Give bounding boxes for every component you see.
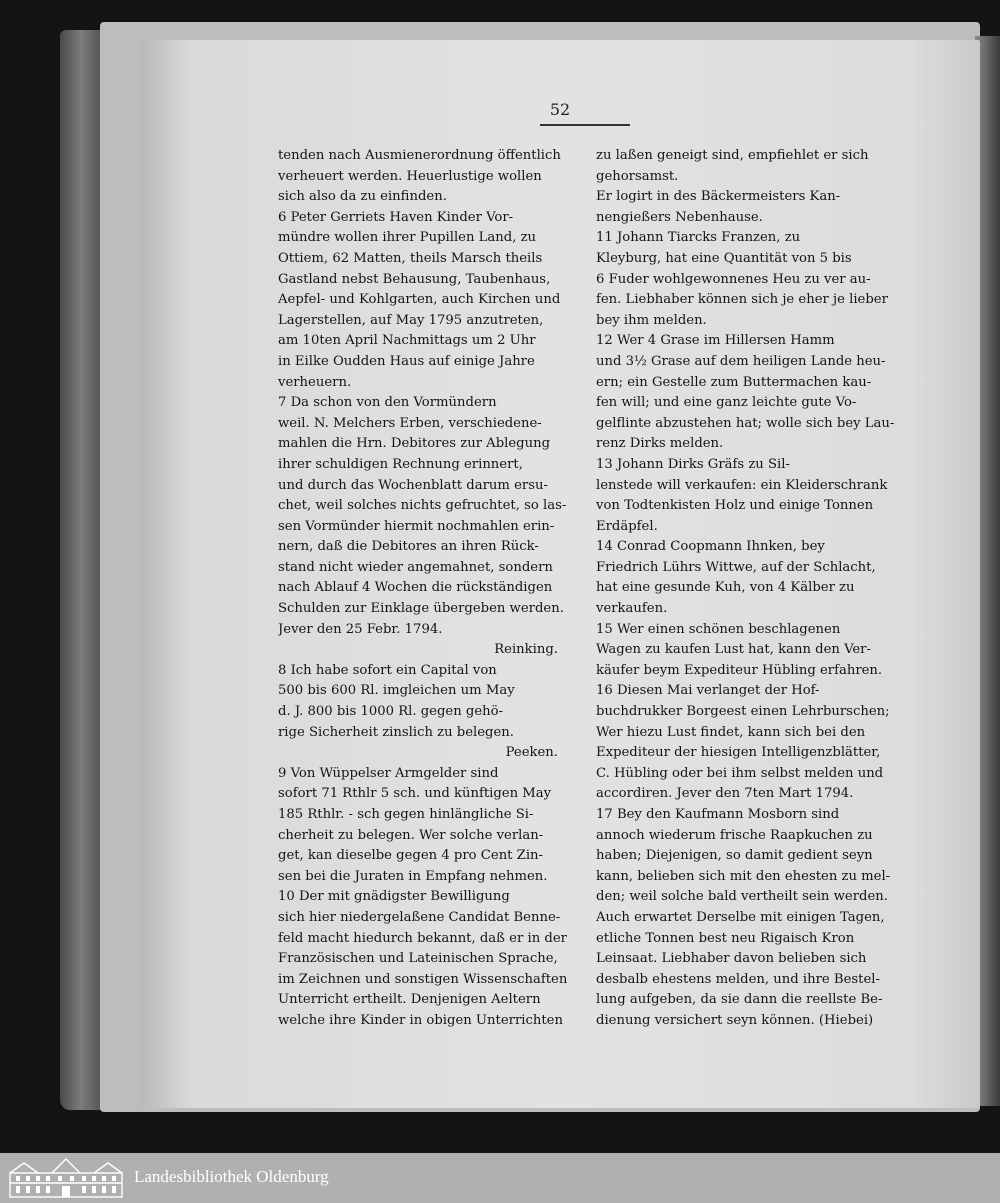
text-line: nach Ablauf 4 Wochen die rückständigen [278,580,553,596]
page-number: 52 [549,100,571,119]
text-line: Ottiem, 62 Matten, theils Marsch theils [278,250,543,266]
text-line: Er logirt in des Bäckermeisters Kan- [596,189,841,205]
text-line: Friedrich Lührs Wittwe, auf der Schlacht, [596,559,876,575]
text-line: sen bei die Juraten in Empfang nehmen. [278,868,548,884]
text-line: verheuern. [278,374,352,390]
text-line: verheuert werden. Heuerlustige wollen [278,168,542,184]
text-line: Gastland nebst Behausung, Taubenhaus, [278,271,551,287]
text-line: käufer beym Expediteur Hübling erfahren. [596,662,883,678]
footer-bar [0,1153,1000,1203]
text-line: annoch wiederum frische Raapkuchen zu [596,827,873,843]
text-line: Wagen zu kaufen Lust hat, kann den Ver- [596,642,871,658]
text-line: 6 Fuder wohlgewonnenes Heu zu ver au- [596,271,871,287]
text-line: bey ihm melden. [596,312,707,328]
text-line: in Eilke Oudden Haus auf einige Jahre [278,353,535,369]
text-line: fen. Liebhaber können sich je eher je lieber [596,292,888,308]
text-line: und durch das Wochenblatt darum ersu- [278,477,548,493]
text-line: 13 Johann Dirks Gräfs zu Sil- [596,456,790,472]
text-line: sich also da zu einfinden. [278,189,447,205]
text-line: hat eine gesunde Kuh, von 4 Kälber zu [596,580,855,596]
text-line: 11 Johann Tiarcks Franzen, zu [596,230,801,246]
text-line: Expediteur der hiesigen Intelligenzblätter, [596,745,881,761]
text-line: ihrer schuldigen Rechnung erinnert, [278,456,523,472]
text-line: 15 Wer einen schönen beschlagenen [596,621,841,637]
text-line: Aepfel- und Kohlgarten, auch Kirchen und [278,292,561,308]
text-line: weil. N. Melchers Erben, verschiedene- [278,415,542,431]
text-line: sich hier niedergelaßene Candidat Benne- [278,909,561,925]
text-line: nern, daß die Debitores an ihren Rück- [278,539,539,555]
text-line: 8 Ich habe sofort ein Capital von [278,662,497,678]
text-line: 14 Conrad Coopmann Ihnken, bey [596,539,825,555]
text-line: rige Sicherheit zinslich zu belegen. [278,724,514,740]
scanned-page [140,40,980,1108]
text-line: Lagerstellen, auf May 1795 anzutreten, [278,312,544,328]
text-line: Erdäpfel. [596,518,658,534]
text-line: zu laßen geneigt sind, empfiehlet er sich [596,148,869,163]
text-line: gehorsamst. [596,168,679,184]
text-line: 10 Der mit gnädigster Bewilligung [278,889,510,905]
text-line: am 10ten April Nachmittags um 2 Uhr [278,333,536,349]
text-line: Jever den 25 Febr. 1794. [278,621,443,637]
text-line: Kleyburg, hat eine Quantität von 5 bis [596,250,852,266]
text-line: mündre wollen ihrer Pupillen Land, zu [278,230,537,246]
text-line: Schulden zur Einklage übergeben werden. [278,601,564,617]
text-line: 7 Da schon von den Vormündern [278,395,497,411]
text-line: mahlen die Hrn. Debitores zur Ablegung [278,436,551,452]
text-line: etliche Tonnen best neu Rigaisch Kron [596,930,855,946]
text-line: get, kan dieselbe gegen 4 pro Cent Zin- [278,848,544,864]
text-line: fen will; und eine ganz leichte gute Vo- [596,395,857,411]
text-line: Französischen und Lateinischen Sprache, [278,951,558,967]
text-line: kann, belieben sich mit den ehesten zu mel- [596,868,891,884]
text-line: C. Hübling oder bei ihm selbst melden und [596,765,884,781]
text-line: 17 Bey den Kaufmann Mosborn sind [596,807,840,822]
text-line: dienung versichert seyn können. (Hiebei) [596,1012,874,1028]
text-line: 12 Wer 4 Grase im Hillersen Hamm [596,333,835,349]
text-line: chet, weil solches nichts gefruchtet, so las- [278,498,567,514]
text-line: Leinsaat. Liebhaber davon belieben sich [596,951,867,967]
text-line: lung aufgeben, da sie dann die reellste Be- [596,992,883,1008]
text-line: verkaufen. [596,601,668,617]
text-line: im Zeichnen und sonstigen Wissenschaften [278,971,568,987]
text-line: lenstede will verkaufen: ein Kleiderschrank [596,477,888,493]
text-line: sofort 71 Rthlr 5 sch. und künftigen May [278,786,552,802]
text-line: Auch erwartet Derselbe mit einigen Tagen, [596,909,885,925]
text-line: sen Vormünder hiermit nochmahlen erin- [278,518,555,534]
text-line: cherheit zu belegen. Wer solche verlan- [278,827,544,843]
text-line: 16 Diesen Mai verlanget der Hof- [596,683,820,699]
text-line: von Todtenkisten Holz und einige Tonnen [596,498,874,514]
text-line: gelflinte abzustehen hat; wolle sich bey Lau- [596,415,895,431]
text-line: und 3½ Grase auf dem heiligen Lande heu- [596,353,886,369]
text-line: buchdrukker Borgeest einen Lehrburschen; [596,704,890,720]
footer-title: Landesbibliothek Oldenburg [134,1167,329,1186]
text-line: Unterricht ertheilt. Denjenigen Aeltern [278,992,541,1008]
text-line: Reinking. [494,642,558,658]
text-line: renz Dirks melden. [596,436,724,452]
text-line: welche ihre Kinder in obigen Unterrichten [278,1012,563,1028]
text-line: den; weil solche bald vertheilt sein werden. [596,889,888,905]
text-line: Peeken. [505,745,558,761]
text-line: feld macht hiedurch bekannt, daß er in der [278,930,567,946]
text-line: 6 Peter Gerriets Haven Kinder Vor- [278,209,514,225]
text-line: accordiren. Jever den 7ten Mart 1794. [596,786,854,802]
text-line: ern; ein Gestelle zum Buttermachen kau- [596,374,872,390]
text-line: nengießers Nebenhause. [596,209,763,225]
text-line: tenden nach Ausmienerordnung öffentlich [278,148,561,163]
text-line: haben; Diejenigen, so damit gedient seyn [596,848,873,864]
page-number-rule [540,124,630,126]
library-building-icon [8,1157,124,1199]
text-line: 9 Von Wüppelser Armgelder sind [278,765,499,781]
text-line: Wer hiezu Lust findet, kann sich bei den [596,724,866,740]
text-line: desbalb ehestens melden, und ihre Bestel- [596,971,880,987]
text-line: d. J. 800 bis 1000 Rl. gegen gehö- [278,704,504,720]
text-line: stand nicht wieder angemahnet, sondern [278,559,553,575]
left-text-column [278,146,598,1032]
text-line: 185 Rthlr. - sch gegen hinlängliche Si- [278,807,534,822]
right-text-column [596,146,916,1032]
text-line: 500 bis 600 Rl. imgleichen um May [278,683,515,699]
